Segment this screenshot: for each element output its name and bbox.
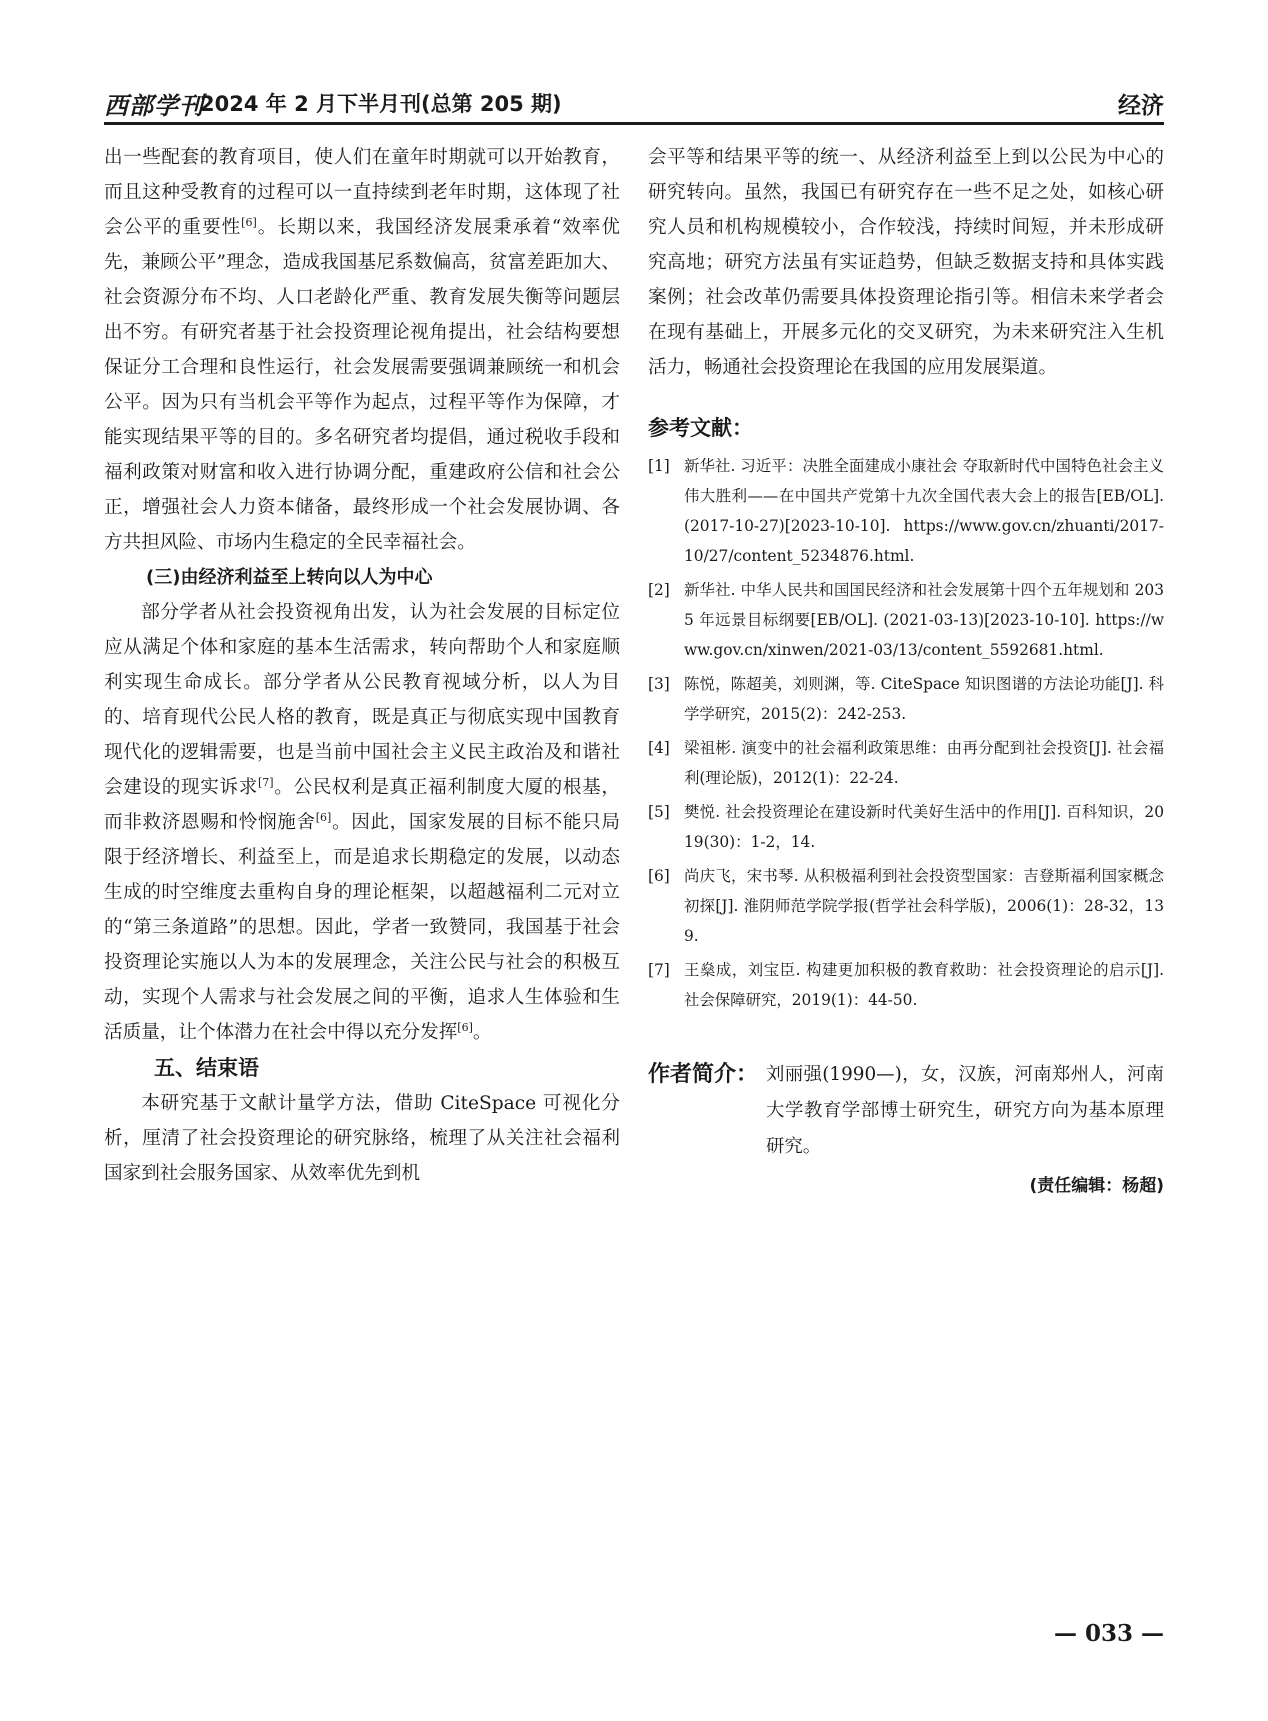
author-bio <box>648 1057 1164 1165</box>
left-column <box>104 140 620 1191</box>
journal-logo: 西部学刊 <box>104 91 204 120</box>
section-heading-conclusion: 五、结束语 <box>154 1056 259 1080</box>
paragraph-conclusion-end: 会平等和结果平等的统一、从经济利益至上到以公民为中心的研究转向。虽然，我国已有研究存在一些不足之处，如核心研究人员和机构规模较小，合作较浅，持续时间短，并未形成研究高地；研究方法虽有实证趋势，但缺乏数据支持和具体实践案例；社会改革仍需要具体投资理论指引等。相信未来学者会在现有基础上，开展多元化的交叉研究，为未来研究注入生机活力，畅通社会投资理论在我国的应用发展渠道。 <box>648 147 1164 378</box>
references-title: 参考文献： <box>648 416 753 440</box>
paragraph-people-centered: 部分学者从社会投资视角出发，认为社会发展的目标定位应从满足个体和家庭的基本生活需求，转向帮助个人和家庭顺利实现生命成长。部分学者从公民教育视域分析，以人为目的、培育现代公民人格的教育，既是真正与彻底实现中国教育现代化的逻辑需要，也是当前中国社会主义民主政治及和谐社会建设的现实诉求[7]。公民权利是真正福利制度大厦的根基，而非救济恩赐和怜悯施舍[6]。因此，国家发展的目标不能只局限于经济增长、利益至上，而是追求长期稳定的发展，以动态生成的时空维度去重构自身的理论框架，以超越福利二元对立的“第三条道路”的思想。因此，学者一致赞同，我国基于社会投资理论实施以人为本的发展理念，关注公民与社会的积极互动，实现个人需求与社会发展之间的平衡，追求人生体验和生活质量，让个体潜力在社会中得以充分发挥[6]。 <box>104 602 620 1043</box>
citation[interactable]: [6] <box>315 811 332 824</box>
reference-list <box>648 451 1164 1015</box>
author-bio-label: 作者简介： <box>648 1062 759 1087</box>
page-number: — 033 — <box>1053 1620 1164 1647</box>
paragraph-social-fairness: 出一些配套的教育项目，使人们在童年时期就可以开始教育，而且这种受教育的过程可以一直持续到老年时期，这体现了社会公平的重要性[6]。长期以来，我国经济发展秉承着“效率优先，兼顾公平”理念，造成我国基尼系数偏高，贫富差距加大、社会资源分布不均、人口老龄化严重、教育发展失衡等问题层出不穷。有研究者基于社会投资理论视角提出，社会结构要想保证分工合理和良性运行，社会发展需要强调兼顾统一和机会公平。因为只有当机会平等作为起点，过程平等作为保障，才能实现结果平等的目的。多名研究者均提倡，通过税收手段和福利政策对财富和收入进行协调分配，重建政府公信和社会公正，增强社会人力资本储备，最终形成一个社会发展协调、各方共担风险、市场内生稳定的全民幸福社会。 <box>104 147 620 553</box>
page-header <box>104 86 1164 125</box>
reference-item: [6] 尚庆飞，宋书琴. 从积极福利到社会投资型国家：吉登斯福利国家概念初探[J]. 淮阴师范学院学报(哲学社会科学版)，2006(1)：28-32，139. <box>648 867 1164 945</box>
citation[interactable]: [7] <box>257 776 274 789</box>
right-column <box>648 140 1164 1203</box>
reference-item: [1] 新华社. 习近平：决胜全面建成小康社会 夺取新时代中国特色社会主义伟大胜利——在中国共产党第十九次全国代表大会上的报告[EB/OL]. (2017-10-27)[2023-10-10]. https://www.gov.cn/zhuanti/2017-10/27/content_5234876.html. <box>648 457 1164 565</box>
author-bio-text: 刘丽强(1990—)，女，汉族，河南郑州人，河南大学教育学部博士研究生，研究方向为基本原理研究。 <box>766 1064 1164 1157</box>
reference-item: [2] 新华社. 中华人民共和国国民经济和社会发展第十四个五年规划和 2035 年远景目标纲要[EB/OL]. (2021-03-13)[2023-10-10]. https://www.gov.cn/xinwen/2021-03/13/content_5592681.html. <box>648 581 1164 659</box>
paragraph-conclusion-start: 本研究基于文献计量学方法，借助 CiteSpace 可视化分析，厘清了社会投资理论的研究脉络，梳理了从关注社会福利国家到社会服务国家、从效率优先到机 <box>104 1093 620 1184</box>
reference-item: [5] 樊悦. 社会投资理论在建设新时代美好生活中的作用[J]. 百科知识，2019(30)：1-2，14. <box>648 803 1164 851</box>
section-name: 经济 <box>1118 93 1164 119</box>
reference-item: [7] 王燊成，刘宝臣. 构建更加积极的教育救助：社会投资理论的启示[J]. 社会保障研究，2019(1)：44-50. <box>648 961 1164 1009</box>
citation[interactable]: [6] <box>457 1021 473 1034</box>
issue-info: 2024 年 2 月下半月刊(总第 205 期) <box>200 92 562 116</box>
reference-item: [3] 陈悦，陈超美，刘则渊，等. CiteSpace 知识图谱的方法论功能[J]. 科学学研究，2015(2)：242-253. <box>648 675 1164 723</box>
reference-item: [4] 梁祖彬. 演变中的社会福利政策思维：由再分配到社会投资[J]. 社会福利(理论版)，2012(1)：22-24. <box>648 739 1164 787</box>
citation[interactable]: [6] <box>241 216 257 229</box>
responsible-editor: (责任编辑：杨超) <box>1029 1176 1164 1196</box>
subsection-heading-3: (三)由经济利益至上转向以人为中心 <box>146 567 433 588</box>
